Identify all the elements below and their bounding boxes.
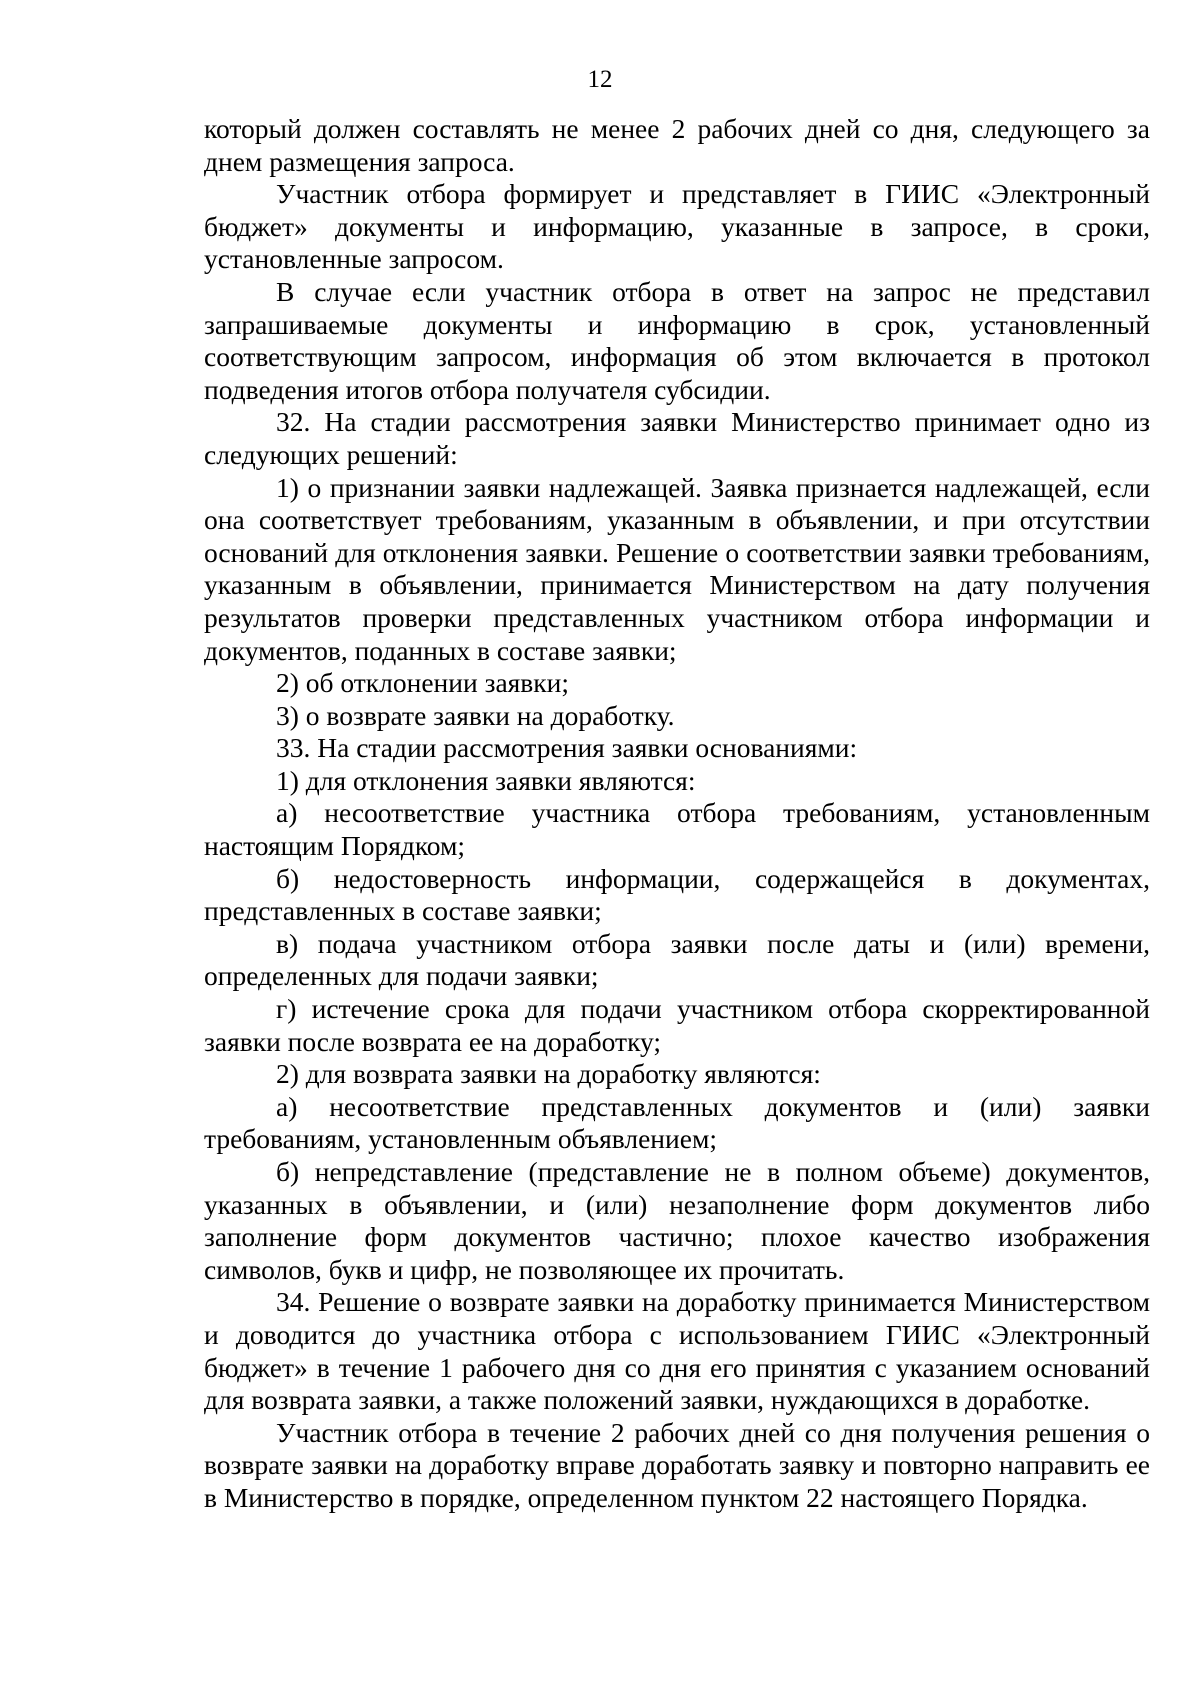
paragraph-subclause: 2) для возврата заявки на доработку являются:	[276, 1058, 821, 1090]
paragraph-subclause: 2) об отклонении заявки;	[276, 667, 570, 699]
paragraph: В случае если участник отбора в ответ на запрос не представил запрашиваемые документы и информацию в срок, установленный соответствующим запросом, информация об этом включается в протокол подведения итогов отбора получателя субсидии.	[204, 275, 1150, 405]
paragraph-subclause: 1) для отклонения заявки являются:	[276, 764, 696, 796]
paragraph-item: а) несоответствие представленных документов и (или) заявки требованиям, установленным объявлением;	[204, 1090, 1150, 1155]
paragraph-continuation: который должен составлять не менее 2 рабочих дней со дня, следующего за днем размещения запроса.	[204, 113, 1150, 177]
paragraph-item: в) подача участником отбора заявки после даты и (или) времени, определенных для подачи заявки;	[204, 927, 1150, 992]
paragraph-clause-34: 34. Решение о возврате заявки на доработку принимается Министерством и доводится до участника отбора с использованием ГИИС «Электронный бюджет» в течение 1 рабочего дня со дня его принятия с указанием оснований для возврата заявки, а также положений заявки, нуждающихся в доработке.	[204, 1286, 1150, 1416]
paragraph-item: а) несоответствие участника отбора требованиям, установленным настоящим Порядком;	[204, 797, 1150, 862]
document-body	[204, 113, 1150, 1515]
paragraph-item: б) недостоверность информации, содержащейся в документах, представленных в составе заявки;	[204, 862, 1150, 927]
page-number: 12	[587, 66, 613, 93]
paragraph: Участник отбора формирует и представляет в ГИИС «Электронный бюджет» документы и информацию, указанные в запросе, в сроки, установленные запросом.	[204, 178, 1150, 275]
paragraph-subclause: 1) о признании заявки надлежащей. Заявка признается надлежащей, если она соответствует требованиям, указанным в объявлении, и при отсутствии оснований для отклонения заявки. Решение о соответствии заявки требованиям, указанным в объявлении, принимается Министерством на дату получения результатов проверки представленных участником отбора информации и документов, поданных в составе заявки;	[204, 471, 1150, 666]
paragraph-item: б) непредставление (представление не в полном объеме) документов, указанных в объявлении, и (или) незаполнение форм документов либо заполнение форм документов частично; плохое качество изображения символов, букв и цифр, не позволяющее их прочитать.	[204, 1156, 1150, 1285]
paragraph: Участник отбора в течение 2 рабочих дней со дня получения решения о возврате заявки на доработку вправе доработать заявку и повторно направить ее в Министерство в порядке, определенном пунктом 22 настоящего Порядка.	[204, 1416, 1150, 1513]
paragraph-clause-33: 33. На стадии рассмотрения заявки основаниями:	[276, 732, 858, 764]
paragraph-subclause: 3) о возврате заявки на доработку.	[276, 699, 675, 731]
paragraph-clause-32: 32. На стадии рассмотрения заявки Министерство принимает одно из следующих решений:	[204, 406, 1150, 470]
paragraph-item: г) истечение срока для подачи участником отбора скорректированной заявки после возврата ее на доработку;	[204, 993, 1150, 1057]
